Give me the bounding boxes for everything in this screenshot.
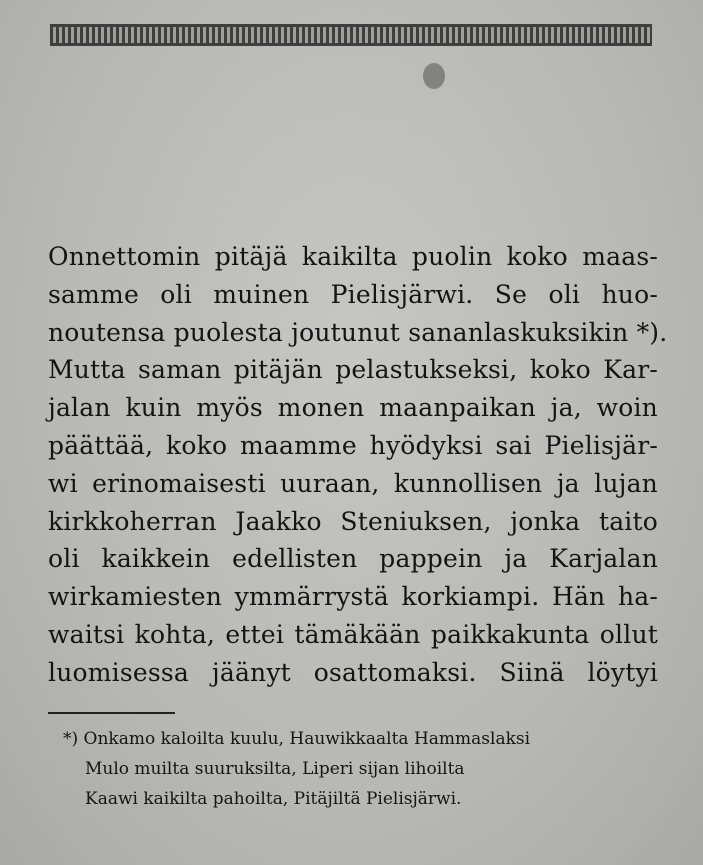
footnote-line: Kaawi kaikilta pahoilta, Pitäjiltä Pielisjärwi. <box>85 789 462 809</box>
body-line: luomisessa jäänyt osattomaksi. Siinä löytyi <box>48 657 658 687</box>
body-line: wirkamiesten ymmärrystä korkiampi. Hän ha- <box>48 582 658 612</box>
body-line: waitsi kohta, ettei tämäkään paikkakunta ollut <box>48 619 658 649</box>
body-line: Onnettomin pitäjä kaikilta puolin koko maas- <box>48 242 658 271</box>
footnote-line: *) Onkamo kaloilta kuulu, Hauwikkaalta Hammaslaksi <box>63 729 531 749</box>
body-line: Mutta saman pitäjän pelastukseksi, koko Kar- <box>48 355 658 385</box>
body-line: kirkkoherran Jaakko Steniuksen, jonka taito <box>48 506 658 536</box>
body-line: oli kaikkein edellisten pappein ja Karjalan <box>48 544 658 574</box>
ink-spot <box>423 63 445 89</box>
body-line: wi erinomaisesti uuraan, kunnollisen ja lujan <box>48 468 658 498</box>
footnote <box>63 724 583 814</box>
footnote-line: Mulo muilta suuruksilta, Liperi sijan lihoilta <box>85 759 465 779</box>
body-line: noutensa puolesta joutunut sananlaskuksikin *). <box>48 317 668 347</box>
body-text <box>48 238 668 692</box>
body-line: samme oli muinen Pielisjärwi. Se oli huo- <box>48 279 658 309</box>
footnote-rule <box>48 712 175 714</box>
ornamental-border <box>50 24 652 46</box>
body-line: jalan kuin myös monen maanpaikan ja, woin <box>48 393 658 423</box>
body-line: päättää, koko maamme hyödyksi sai Pielisjär- <box>48 430 658 460</box>
